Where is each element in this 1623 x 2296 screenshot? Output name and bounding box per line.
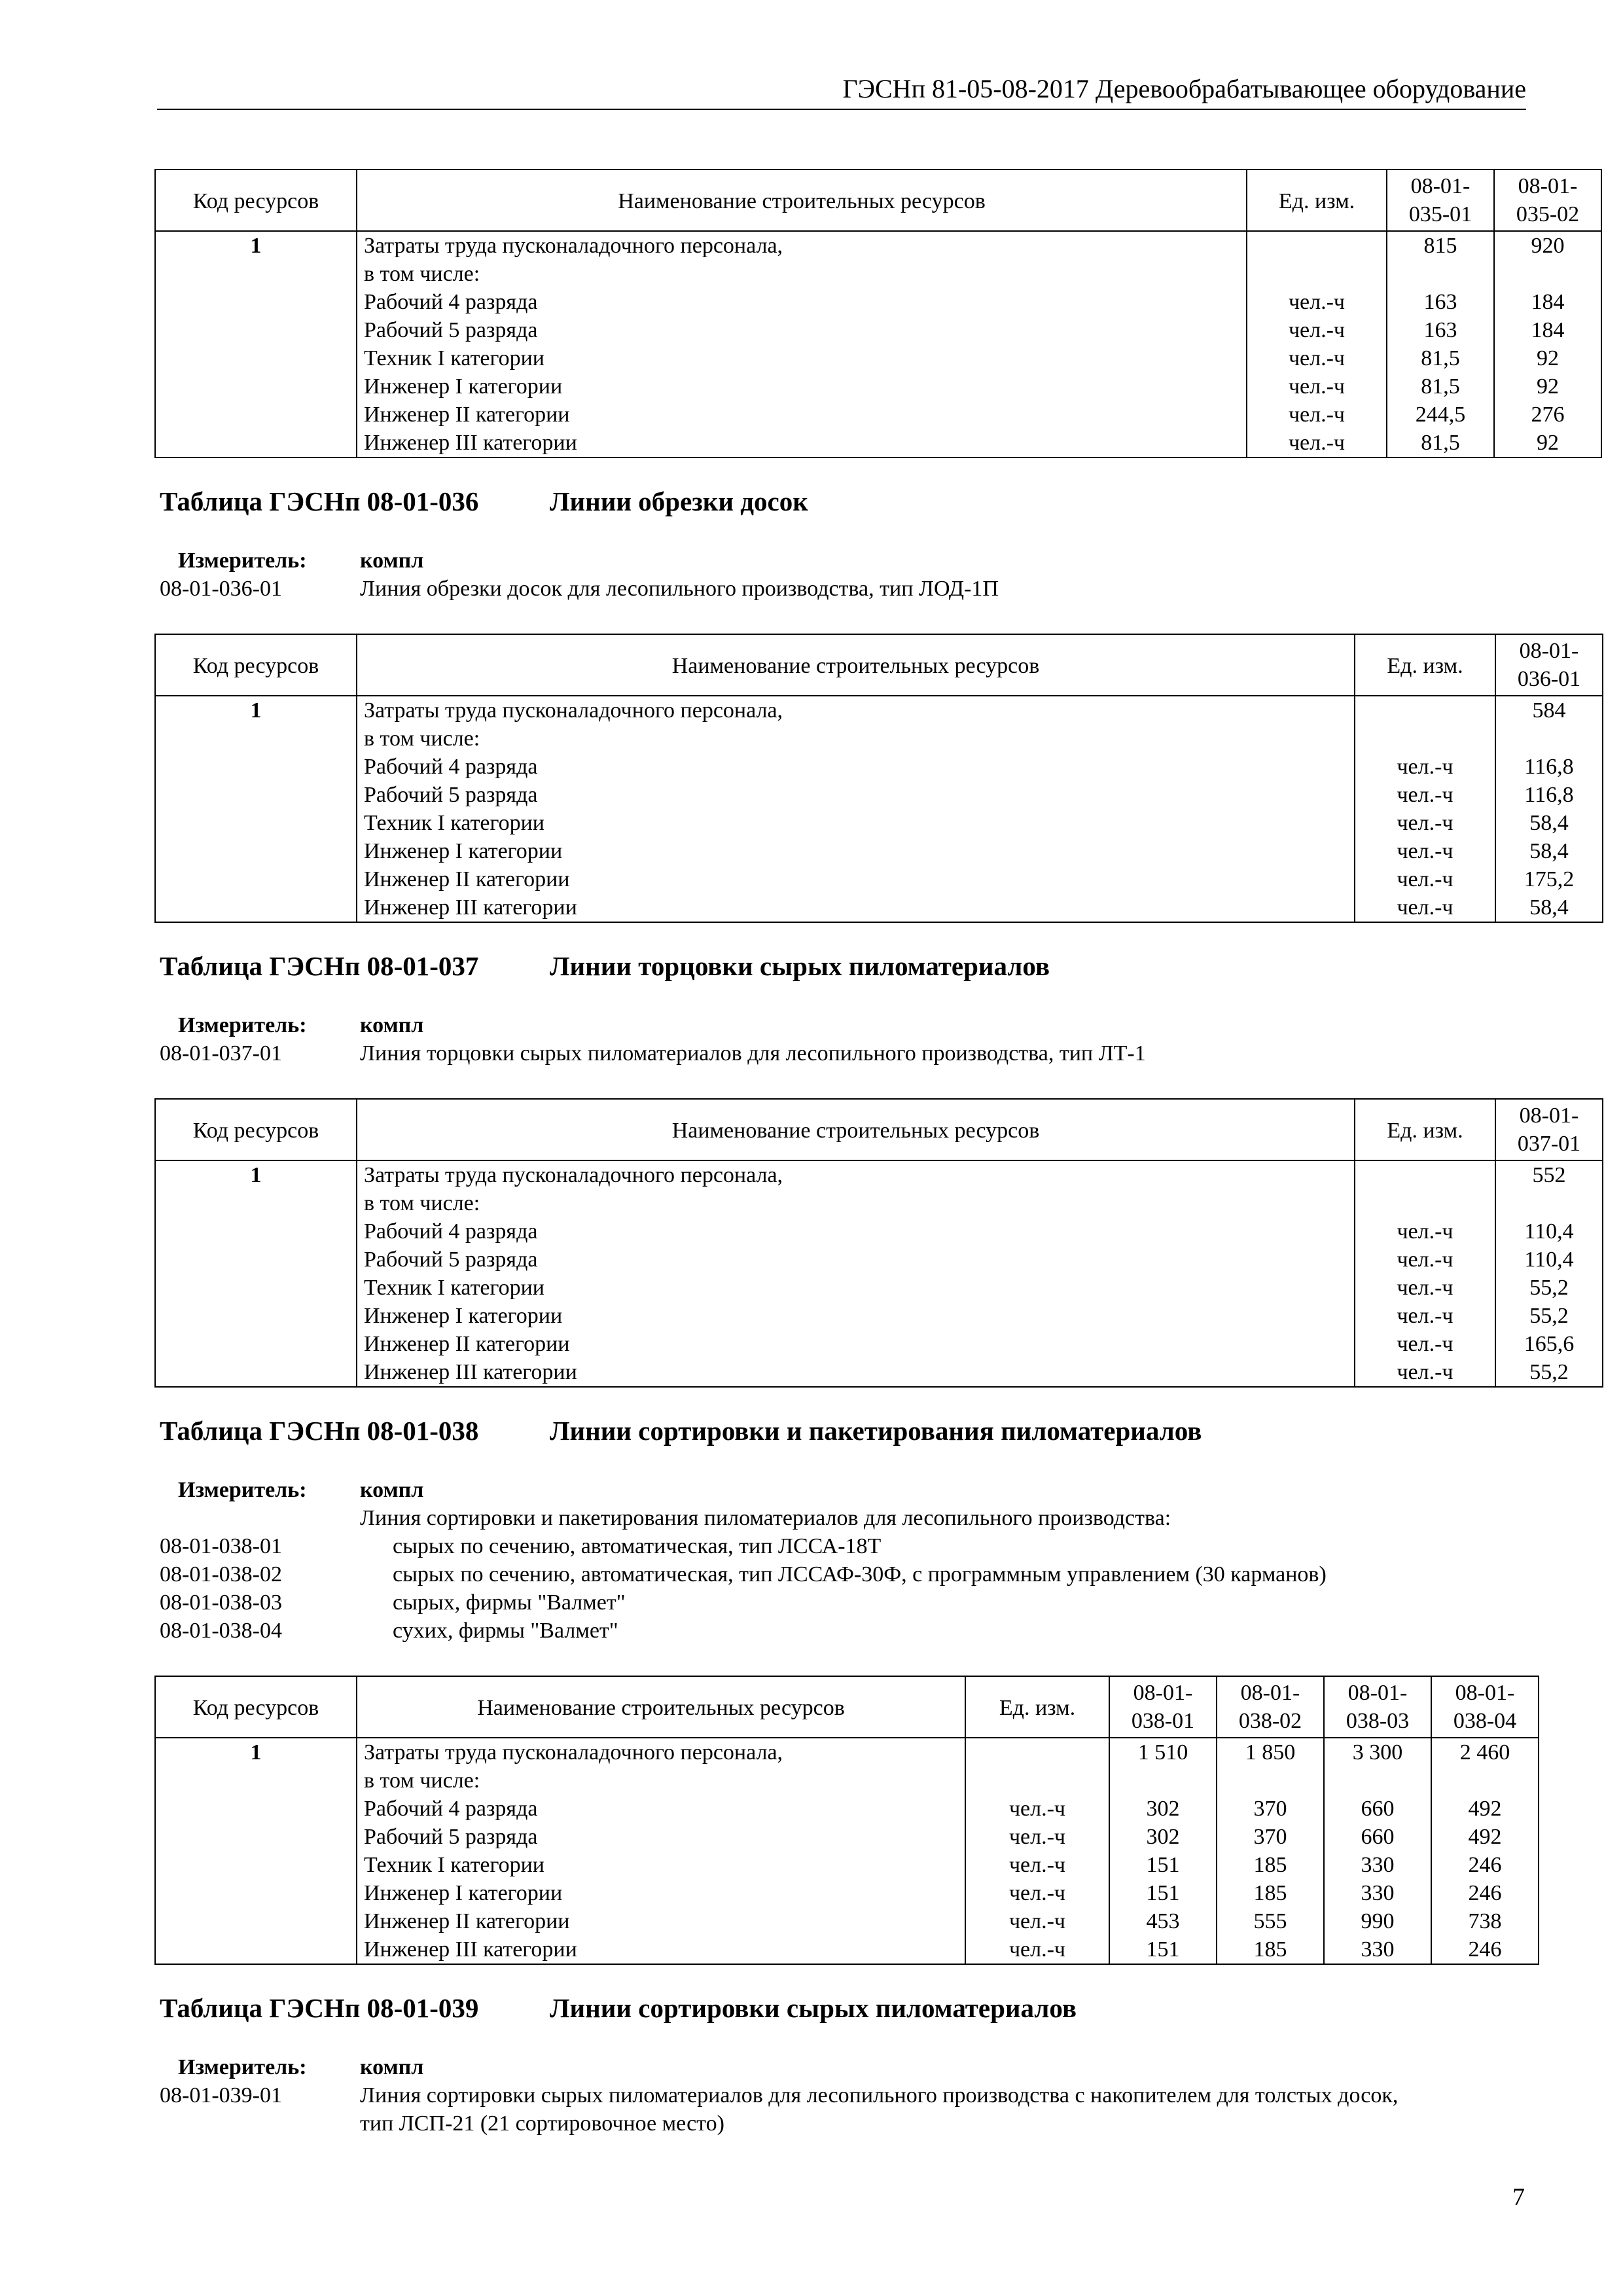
meter-block-037: [160, 1013, 1534, 1069]
item-text: сырых, фирмы "Валмет": [393, 1590, 626, 1615]
item-text: сухих, фирмы "Валмет": [393, 1619, 618, 1643]
resource-names: Затраты труда пусконаладочного персонала, в том числе: Рабочий 4 разряда Рабочий 5 разряда Техник I категории Инженер I категории Инженер II категории Инженер III категории: [357, 231, 1247, 457]
resource-table-035: [154, 169, 1602, 458]
table-name: Линии сортировки и пакетирования пиломатериалов: [550, 1416, 1202, 1446]
resource-units: чел.-ч чел.-ч чел.-ч чел.-ч чел.-ч чел.-ч: [1355, 696, 1495, 922]
values-038-03: 3 300 660 660 330 330 990 330: [1324, 1738, 1431, 1964]
col-header-038-04: 08-01- 038-04: [1431, 1676, 1539, 1738]
col-header-code: Код ресурсов: [155, 170, 357, 231]
document-title: ГЭСНп 81-05-08-2017 Деревообрабатывающее оборудование: [842, 74, 1526, 103]
col-header-unit: Ед. изм.: [1355, 634, 1495, 696]
page-header: [157, 72, 1526, 110]
meter-unit: компл: [360, 2055, 424, 2079]
item-code: 08-01-039-01: [160, 2083, 282, 2108]
meter-label: Измеритель:: [178, 548, 307, 573]
item-code: 08-01-038-01: [160, 1534, 282, 1558]
table-name: Линии сортировки сырых пиломатериалов: [550, 1993, 1077, 2023]
values-037-01: 552 110,4 110,4 55,2 55,2 165,6 55,2: [1495, 1160, 1603, 1387]
resource-code: 1: [155, 1738, 357, 1964]
table-title-037: [160, 950, 1050, 982]
item-text: сырых по сечению, автоматическая, тип ЛССАФ-30Ф, с программным управлением (30 карманов): [393, 1562, 1327, 1587]
col-header-037-01: 08-01- 037-01: [1495, 1099, 1603, 1160]
meter-block-038: [160, 1478, 1534, 1647]
values-035-01: 815 163 163 81,5 81,5 244,5 81,5: [1387, 231, 1494, 457]
resource-code: 1: [155, 231, 357, 457]
meter-intro: Линия сортировки и пакетирования пиломатериалов для лесопильного производства:: [360, 1506, 1171, 1530]
resource-table-038: [154, 1676, 1539, 1965]
table-header-row: [155, 170, 1601, 231]
item-code: 08-01-038-02: [160, 1562, 282, 1587]
table-number: Таблица ГЭСНп 08-01-038: [160, 1416, 479, 1446]
resource-table-037: [154, 1098, 1603, 1388]
table-title-039: [160, 1992, 1077, 2024]
item-text: Линия торцовки сырых пиломатериалов для лесопильного производства, тип ЛТ-1: [360, 1041, 1146, 1066]
item-code: 08-01-037-01: [160, 1041, 282, 1066]
col-header-code: Код ресурсов: [155, 1676, 357, 1738]
table-number: Таблица ГЭСНп 08-01-037: [160, 951, 479, 981]
col-header-name: Наименование строительных ресурсов: [357, 170, 1247, 231]
meter-block-036: [160, 548, 1534, 605]
col-header-code: Код ресурсов: [155, 634, 357, 696]
table-title-036: [160, 486, 808, 517]
resource-names: Затраты труда пусконаладочного персонала, в том числе: Рабочий 4 разряда Рабочий 5 разряда Техник I категории Инженер I категории Инженер II категории Инженер III категории: [357, 1160, 1355, 1387]
list-item: [160, 577, 1534, 605]
resource-units: чел.-ч чел.-ч чел.-ч чел.-ч чел.-ч чел.-ч: [965, 1738, 1109, 1964]
resource-code: 1: [155, 696, 357, 922]
list-item: [160, 1619, 1534, 1647]
table-row: [155, 1160, 1603, 1387]
col-header-name: Наименование строительных ресурсов: [357, 1099, 1355, 1160]
col-header-038-01: 08-01- 038-01: [1109, 1676, 1217, 1738]
list-item: [160, 1590, 1534, 1619]
table-header-row: [155, 1676, 1539, 1738]
col-header-unit: Ед. изм.: [1355, 1099, 1495, 1160]
col-header-name: Наименование строительных ресурсов: [357, 634, 1355, 696]
resource-names: Затраты труда пусконаладочного персонала, в том числе: Рабочий 4 разряда Рабочий 5 разряда Техник I категории Инженер I категории Инженер II категории Инженер III категории: [357, 696, 1355, 922]
resource-table-036: [154, 634, 1603, 923]
resource-code: 1: [155, 1160, 357, 1387]
col-header-038-03: 08-01- 038-03: [1324, 1676, 1431, 1738]
meter-block-039: [160, 2055, 1534, 2140]
col-header-035-01: 08-01- 035-01: [1387, 170, 1494, 231]
table-row: [155, 231, 1601, 457]
item-text-continued: тип ЛСП-21 (21 сортировочное место): [360, 2111, 724, 2136]
meter-unit: компл: [360, 548, 424, 573]
meter-unit: компл: [360, 1013, 424, 1037]
meter-label: Измеритель:: [178, 1013, 307, 1037]
resource-units: чел.-ч чел.-ч чел.-ч чел.-ч чел.-ч чел.-ч: [1355, 1160, 1495, 1387]
values-036-01: 584 116,8 116,8 58,4 58,4 175,2 58,4: [1495, 696, 1603, 922]
col-header-unit: Ед. изм.: [1247, 170, 1387, 231]
item-text: сырых по сечению, автоматическая, тип ЛССА-18Т: [393, 1534, 882, 1558]
table-row: [155, 696, 1603, 922]
table-header-row: [155, 634, 1603, 696]
resource-units: чел.-ч чел.-ч чел.-ч чел.-ч чел.-ч чел.-ч: [1247, 231, 1387, 457]
col-header-name: Наименование строительных ресурсов: [357, 1676, 965, 1738]
table-header-row: [155, 1099, 1603, 1160]
values-035-02: 920 184 184 92 92 276 92: [1494, 231, 1601, 457]
meter-unit: компл: [360, 1478, 424, 1502]
list-item: [160, 1534, 1534, 1562]
list-item: [160, 2083, 1534, 2111]
resource-names: Затраты труда пусконаладочного персонала, в том числе: Рабочий 4 разряда Рабочий 5 разряда Техник I категории Инженер I категории Инженер II категории Инженер III категории: [357, 1738, 965, 1964]
table-number: Таблица ГЭСНп 08-01-039: [160, 1993, 479, 2023]
item-code: 08-01-036-01: [160, 577, 282, 601]
values-038-01: 1 510 302 302 151 151 453 151: [1109, 1738, 1217, 1964]
table-name: Линии торцовки сырых пиломатериалов: [550, 951, 1050, 981]
values-038-02: 1 850 370 370 185 185 555 185: [1217, 1738, 1324, 1964]
col-header-036-01: 08-01- 036-01: [1495, 634, 1603, 696]
page-number: 7: [1512, 2183, 1525, 2211]
list-item: [160, 1562, 1534, 1590]
table-row: [155, 1738, 1539, 1964]
item-code: 08-01-038-04: [160, 1619, 282, 1643]
col-header-unit: Ед. изм.: [965, 1676, 1109, 1738]
meter-label: Измеритель:: [178, 1478, 307, 1502]
table-title-038: [160, 1415, 1202, 1446]
col-header-code: Код ресурсов: [155, 1099, 357, 1160]
values-038-04: 2 460 492 492 246 246 738 246: [1431, 1738, 1539, 1964]
item-text: Линия обрезки досок для лесопильного производства, тип ЛОД-1П: [360, 577, 999, 601]
item-code: 08-01-038-03: [160, 1590, 282, 1615]
table-name: Линии обрезки досок: [550, 486, 808, 516]
table-number: Таблица ГЭСНп 08-01-036: [160, 486, 479, 516]
col-header-038-02: 08-01- 038-02: [1217, 1676, 1324, 1738]
meter-label: Измеритель:: [178, 2055, 307, 2079]
item-text: Линия сортировки сырых пиломатериалов для лесопильного производства с накопителем для толстых досок,: [360, 2083, 1399, 2108]
list-item: [160, 1041, 1534, 1069]
col-header-035-02: 08-01- 035-02: [1494, 170, 1601, 231]
